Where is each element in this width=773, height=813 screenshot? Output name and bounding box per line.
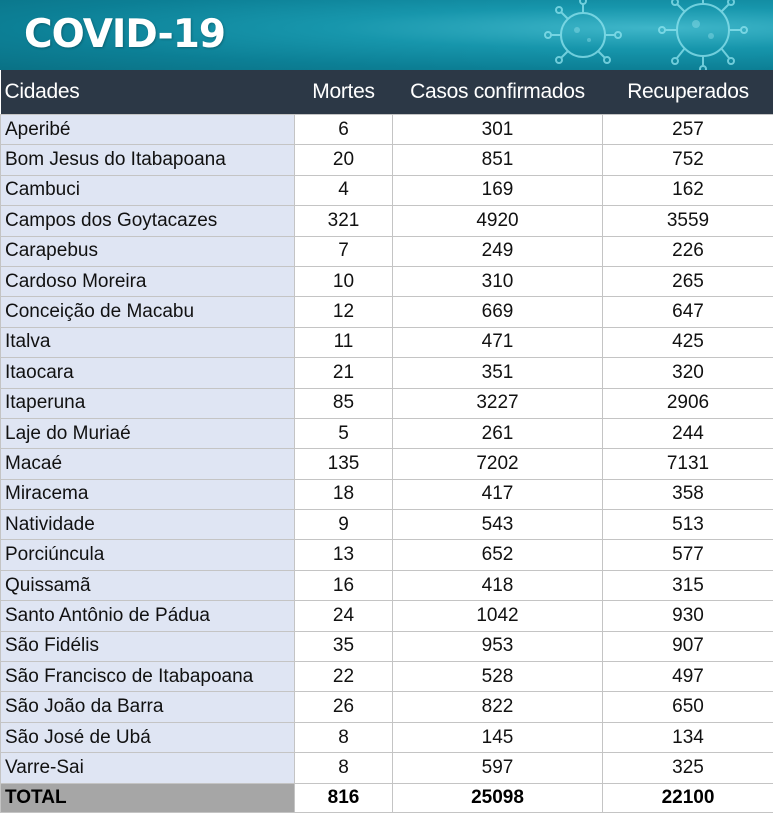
mortes-cell: 4 (295, 175, 393, 205)
city-cell: Campos dos Goytacazes (1, 206, 295, 236)
recuperados-cell: 358 (603, 479, 773, 509)
city-cell: São José de Ubá (1, 722, 295, 752)
covid-banner (0, 0, 773, 70)
mortes-cell: 135 (295, 449, 393, 479)
recuperados-cell: 325 (603, 753, 773, 783)
table-row (1, 236, 773, 266)
city-cell: São Francisco de Itabapoana (1, 662, 295, 692)
casos-cell: 652 (393, 540, 603, 570)
total-recuperados: 22100 (603, 783, 773, 812)
header-row (1, 70, 773, 115)
city-cell: Santo Antônio de Pádua (1, 601, 295, 631)
city-cell: Laje do Muriaé (1, 418, 295, 448)
table-row (1, 145, 773, 175)
table-row (1, 692, 773, 722)
casos-cell: 418 (393, 570, 603, 600)
mortes-cell: 7 (295, 236, 393, 266)
city-cell: Quissamã (1, 570, 295, 600)
column-header-casos-confirmados: Casos confirmados (393, 70, 603, 115)
recuperados-cell: 930 (603, 601, 773, 631)
virus-icon (513, 0, 773, 70)
total-casos: 25098 (393, 783, 603, 812)
mortes-cell: 8 (295, 753, 393, 783)
casos-cell: 953 (393, 631, 603, 661)
table-row (1, 479, 773, 509)
mortes-cell: 22 (295, 662, 393, 692)
mortes-cell: 20 (295, 145, 393, 175)
table-row (1, 418, 773, 448)
column-header-mortes: Mortes (295, 70, 393, 115)
table-row (1, 175, 773, 205)
recuperados-cell: 226 (603, 236, 773, 266)
casos-cell: 528 (393, 662, 603, 692)
city-cell: Macaé (1, 449, 295, 479)
mortes-cell: 21 (295, 358, 393, 388)
table-row (1, 753, 773, 783)
casos-cell: 543 (393, 510, 603, 540)
mortes-cell: 11 (295, 327, 393, 357)
city-cell: Aperibé (1, 115, 295, 145)
recuperados-cell: 2906 (603, 388, 773, 418)
recuperados-cell: 650 (603, 692, 773, 722)
casos-cell: 471 (393, 327, 603, 357)
city-cell: Conceição de Macabu (1, 297, 295, 327)
total-label: TOTAL (1, 783, 295, 812)
recuperados-cell: 425 (603, 327, 773, 357)
table-row (1, 358, 773, 388)
casos-cell: 1042 (393, 601, 603, 631)
table-row (1, 206, 773, 236)
mortes-cell: 18 (295, 479, 393, 509)
casos-cell: 822 (393, 692, 603, 722)
casos-cell: 351 (393, 358, 603, 388)
table-row (1, 601, 773, 631)
recuperados-cell: 497 (603, 662, 773, 692)
mortes-cell: 24 (295, 601, 393, 631)
recuperados-cell: 265 (603, 266, 773, 296)
city-cell: Cardoso Moreira (1, 266, 295, 296)
mortes-cell: 16 (295, 570, 393, 600)
recuperados-cell: 907 (603, 631, 773, 661)
table-row (1, 449, 773, 479)
recuperados-cell: 7131 (603, 449, 773, 479)
recuperados-cell: 647 (603, 297, 773, 327)
city-cell: Italva (1, 327, 295, 357)
casos-cell: 851 (393, 145, 603, 175)
casos-cell: 669 (393, 297, 603, 327)
casos-cell: 310 (393, 266, 603, 296)
city-cell: Miracema (1, 479, 295, 509)
table-row (1, 297, 773, 327)
column-header-recuperados: Recuperados (603, 70, 773, 115)
city-cell: Natividade (1, 510, 295, 540)
recuperados-cell: 315 (603, 570, 773, 600)
casos-cell: 169 (393, 175, 603, 205)
casos-cell: 4920 (393, 206, 603, 236)
mortes-cell: 12 (295, 297, 393, 327)
table-row (1, 631, 773, 661)
mortes-cell: 9 (295, 510, 393, 540)
casos-cell: 417 (393, 479, 603, 509)
recuperados-cell: 244 (603, 418, 773, 448)
page-title: COVID-19 (24, 12, 225, 57)
recuperados-cell: 257 (603, 115, 773, 145)
column-header-cidades: Cidades (1, 70, 295, 115)
table-row (1, 510, 773, 540)
casos-cell: 145 (393, 722, 603, 752)
city-cell: Bom Jesus do Itabapoana (1, 145, 295, 175)
mortes-cell: 321 (295, 206, 393, 236)
table-row (1, 388, 773, 418)
table-row (1, 266, 773, 296)
table-row (1, 662, 773, 692)
table-row (1, 327, 773, 357)
total-mortes: 816 (295, 783, 393, 812)
recuperados-cell: 577 (603, 540, 773, 570)
city-cell: Porciúncula (1, 540, 295, 570)
recuperados-cell: 134 (603, 722, 773, 752)
table-row (1, 570, 773, 600)
city-cell: Itaocara (1, 358, 295, 388)
casos-cell: 261 (393, 418, 603, 448)
table-row (1, 722, 773, 752)
recuperados-cell: 752 (603, 145, 773, 175)
city-cell: São Fidélis (1, 631, 295, 661)
mortes-cell: 13 (295, 540, 393, 570)
table-row (1, 115, 773, 145)
mortes-cell: 6 (295, 115, 393, 145)
mortes-cell: 10 (295, 266, 393, 296)
city-cell: São João da Barra (1, 692, 295, 722)
mortes-cell: 8 (295, 722, 393, 752)
recuperados-cell: 513 (603, 510, 773, 540)
recuperados-cell: 162 (603, 175, 773, 205)
mortes-cell: 26 (295, 692, 393, 722)
casos-cell: 249 (393, 236, 603, 266)
mortes-cell: 85 (295, 388, 393, 418)
recuperados-cell: 320 (603, 358, 773, 388)
total-row (1, 783, 773, 812)
casos-cell: 597 (393, 753, 603, 783)
city-cell: Itaperuna (1, 388, 295, 418)
mortes-cell: 35 (295, 631, 393, 661)
mortes-cell: 5 (295, 418, 393, 448)
casos-cell: 3227 (393, 388, 603, 418)
casos-cell: 7202 (393, 449, 603, 479)
city-cell: Cambuci (1, 175, 295, 205)
recuperados-cell: 3559 (603, 206, 773, 236)
casos-cell: 301 (393, 115, 603, 145)
city-cell: Carapebus (1, 236, 295, 266)
table-row (1, 540, 773, 570)
covid-cities-table (0, 70, 773, 813)
city-cell: Varre-Sai (1, 753, 295, 783)
